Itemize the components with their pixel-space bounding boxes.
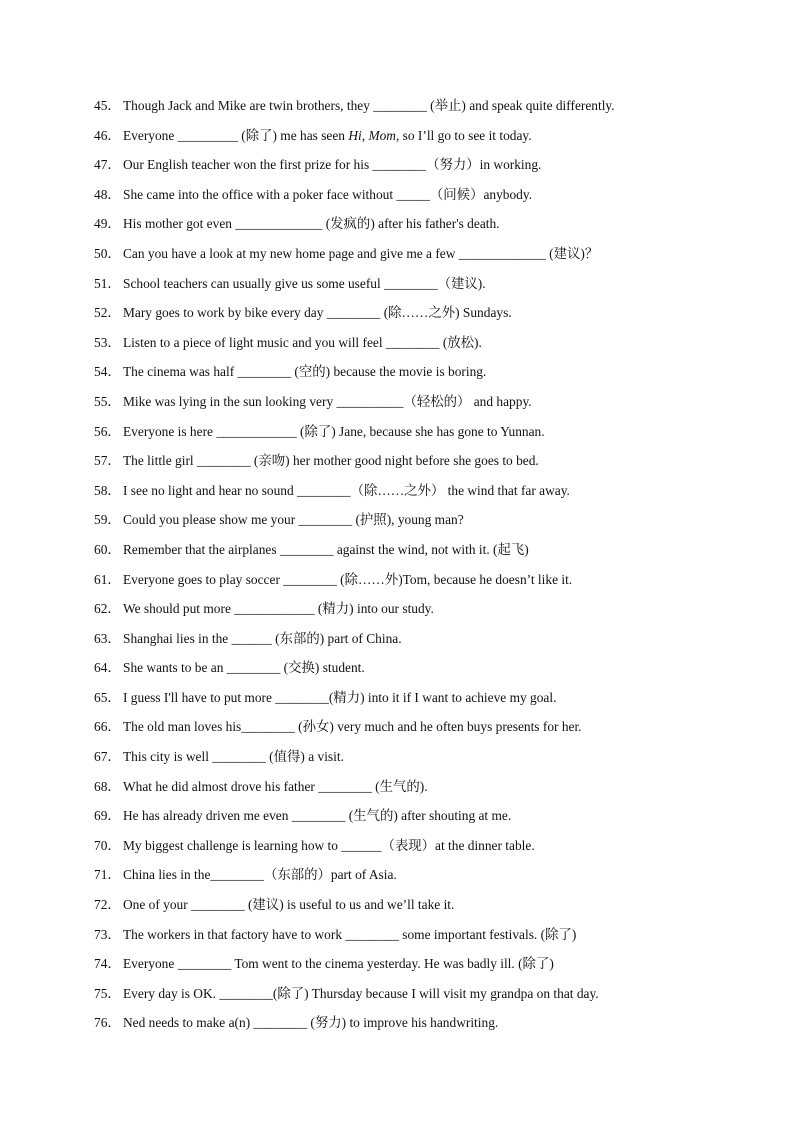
question-text: Everyone ________ Tom went to the cinema yesterday. He was badly ill. (除了) [123, 956, 554, 972]
question-text: Every day is OK. ________(除了) Thursday because I will visit my grandpa on that day. [123, 985, 599, 1001]
question-item [94, 806, 754, 836]
question-number: 54． [94, 364, 121, 380]
question-text: She wants to be an ________ (交换) student. [123, 660, 365, 676]
question-number: 59． [94, 512, 121, 528]
question-text: Ned needs to make a(n) ________ (努力) to improve his handwriting. [123, 1015, 499, 1031]
question-text: One of your ________ (建议) is useful to us and we’ll take it. [123, 897, 455, 913]
question-text: Can you have a look at my new home page and give me a few _____________ (建议)？ [123, 245, 599, 261]
question-text: Mary goes to work by bike every day ________ (除……之外) Sundays. [123, 305, 512, 321]
question-item [94, 836, 754, 866]
question-item [94, 717, 754, 747]
question-item [94, 1013, 754, 1043]
question-text: I guess I'll have to put more ________(精力) into it if I want to achieve my goal. [123, 689, 557, 705]
question-number: 71． [94, 867, 121, 883]
question-text: His mother got even _____________ (发疯的) after his father's death. [123, 216, 500, 232]
movie-title-italic: Hi, Mom [348, 127, 396, 143]
question-text: He has already driven me even ________ (生气的) after shouting at me. [123, 808, 512, 824]
question-number: 70． [94, 837, 121, 853]
question-text: China lies in the________（东部的）part of Asia. [123, 867, 397, 883]
question-number: 48． [94, 186, 121, 202]
question-number: 50． [94, 245, 121, 261]
question-text-before: Everyone _________ (除了) me has seen [123, 127, 349, 143]
question-number: 62． [94, 601, 121, 617]
question-number: 53． [94, 334, 121, 350]
question-number: 45． [94, 98, 121, 113]
question-text: Everyone goes to play soccer ________ (除……外)Tom, because he doesn’t like it. [123, 571, 573, 587]
question-number: 73． [94, 926, 121, 942]
question-item [94, 599, 754, 629]
question-item [94, 451, 754, 481]
question-item [94, 865, 754, 895]
question-item [94, 984, 754, 1014]
question-text: The little girl ________ (亲吻) her mother good night before she goes to bed. [123, 453, 539, 469]
question-number: 63． [94, 630, 121, 646]
question-item [94, 185, 754, 215]
question-item [94, 540, 754, 570]
question-item [94, 214, 754, 244]
question-number: 65． [94, 689, 121, 705]
question-item [94, 333, 754, 363]
question-text: Our English teacher won the first prize for his ________（努力）in working. [123, 157, 542, 173]
question-item [94, 244, 754, 274]
question-number: 52． [94, 305, 121, 321]
question-number: 46． [94, 127, 121, 143]
question-list [94, 96, 754, 1043]
question-item [94, 658, 754, 688]
question-text: She came into the office with a poker face without _____（问候）anybody. [123, 186, 533, 202]
question-text: What he did almost drove his father ________ (生气的). [123, 778, 428, 794]
question-item [94, 155, 754, 185]
question-item [94, 688, 754, 718]
question-number: 51． [94, 275, 121, 291]
question-item [94, 126, 754, 156]
question-item [94, 510, 754, 540]
question-text: This city is well ________ (值得) a visit. [123, 749, 344, 765]
question-number: 75． [94, 985, 121, 1001]
question-text: We should put more ____________ (精力) into our study. [123, 601, 434, 617]
question-item [94, 954, 754, 984]
question-item [94, 481, 754, 511]
question-number: 57． [94, 453, 121, 469]
question-text: Listen to a piece of light music and you will feel ________ (放松). [123, 334, 482, 350]
question-text: Everyone is here ____________ (除了) Jane, because she has gone to Yunnan. [123, 423, 545, 439]
question-text: Shanghai lies in the ______ (东部的) part of China. [123, 630, 402, 646]
question-item [94, 303, 754, 333]
question-number: 49． [94, 216, 121, 232]
question-item [94, 570, 754, 600]
question-number: 69． [94, 808, 121, 824]
question-text: The cinema was half ________ (空的) because the movie is boring. [123, 364, 487, 380]
question-number: 67． [94, 749, 121, 765]
question-text: I see no light and hear no sound ________（除……之外） the wind that far away. [123, 482, 570, 498]
question-text: School teachers can usually give us some useful ________（建议). [123, 275, 486, 291]
question-item [94, 777, 754, 807]
question-item [94, 392, 754, 422]
question-text-after: , so I’ll go to see it today. [395, 127, 532, 143]
question-text: The workers in that factory have to work ________ some important festivals. (除了) [123, 926, 577, 942]
question-number: 56． [94, 423, 121, 439]
question-number: 60． [94, 541, 121, 557]
question-text: My biggest challenge is learning how to ______（表现）at the dinner table. [123, 837, 535, 853]
question-text: The old man loves his________ (孙女) very much and he often buys presents for her. [123, 719, 582, 735]
question-item [94, 925, 754, 955]
question-item [94, 629, 754, 659]
question-number: 72． [94, 897, 121, 913]
question-number: 76． [94, 1015, 121, 1031]
question-item [94, 895, 754, 925]
question-item [94, 747, 754, 777]
question-text: Though Jack and Mike are twin brothers, they ________ (举止) and speak quite differently. [123, 98, 615, 113]
question-number: 55． [94, 393, 121, 409]
question-text: Could you please show me your ________ (护照), young man? [123, 512, 464, 528]
question-number: 66． [94, 719, 121, 735]
question-number: 58． [94, 482, 121, 498]
question-text: Mike was lying in the sun looking very __________（轻松的） and happy. [123, 393, 532, 409]
question-item [94, 362, 754, 392]
question-item [94, 274, 754, 304]
question-item [94, 96, 754, 126]
question-number: 64． [94, 660, 121, 676]
question-text: Remember that the airplanes ________ against the wind, not with it. (起飞) [123, 541, 529, 557]
question-number: 61． [94, 571, 121, 587]
question-number: 74． [94, 956, 121, 972]
question-number: 68． [94, 778, 121, 794]
question-number: 47． [94, 157, 121, 173]
question-item [94, 422, 754, 452]
question-text [123, 126, 532, 146]
